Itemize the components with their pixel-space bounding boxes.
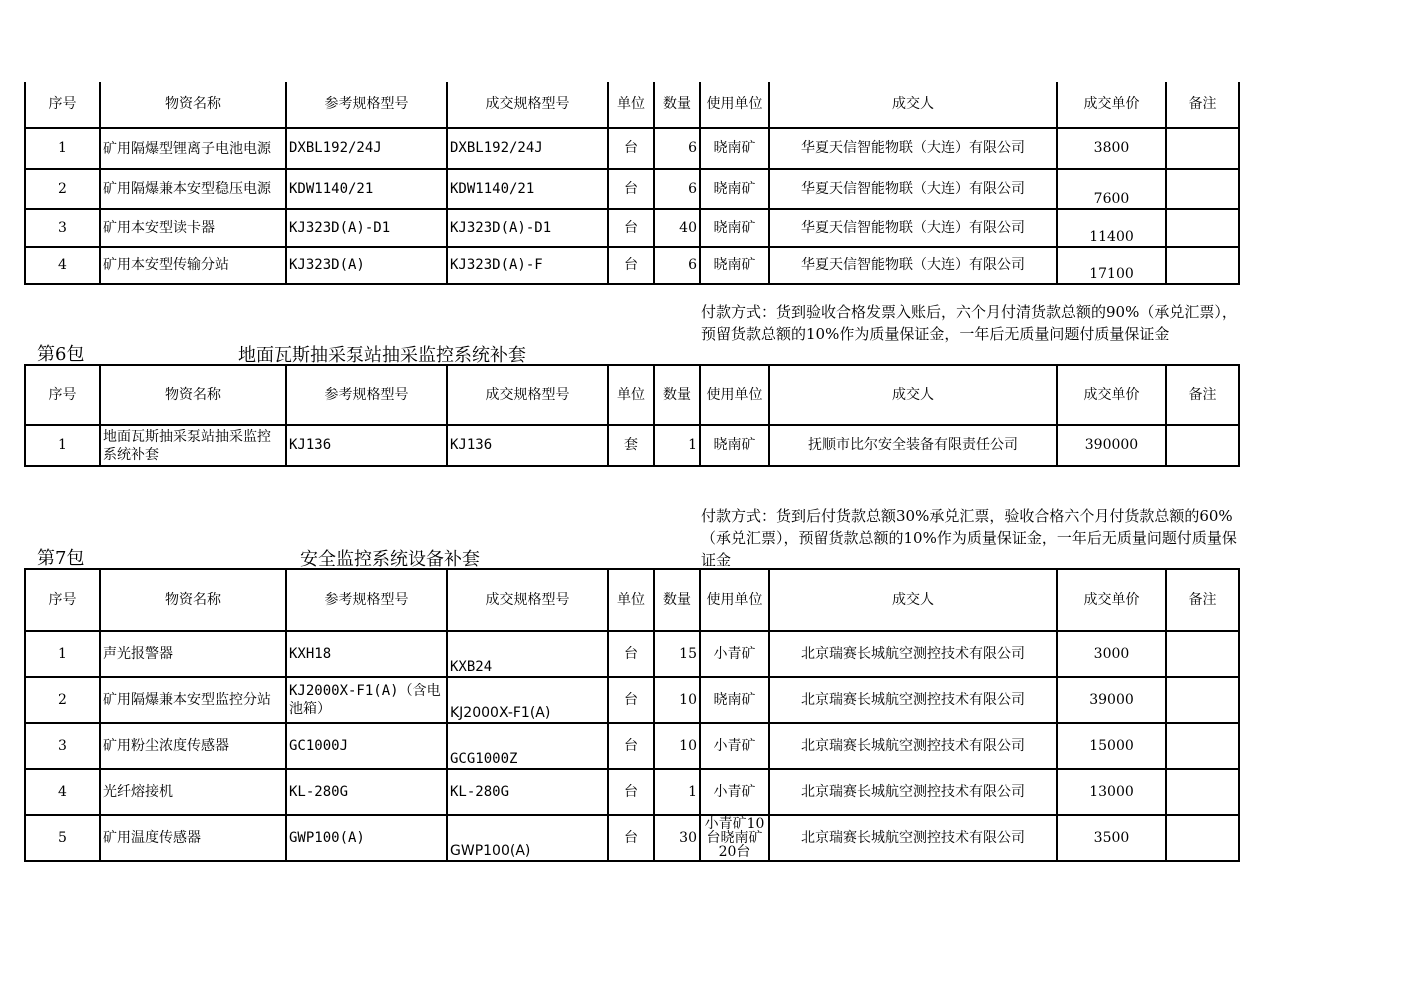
header-unit: 单位 bbox=[608, 365, 654, 425]
row-note bbox=[1166, 631, 1239, 677]
row-ref-spec: GWP100(A) bbox=[286, 815, 447, 861]
package6-table bbox=[24, 364, 1240, 467]
header-no: 序号 bbox=[25, 569, 100, 631]
row-dealer: 北京瑞赛长城航空测控技术有限公司 bbox=[769, 631, 1057, 677]
header-qty: 数量 bbox=[654, 82, 700, 128]
row-note bbox=[1166, 723, 1239, 769]
table-row bbox=[25, 169, 1239, 209]
row-ref-spec: KXH18 bbox=[286, 631, 447, 677]
row-dealer: 北京瑞赛长城航空测控技术有限公司 bbox=[769, 815, 1057, 861]
row-user: 晓南矿 bbox=[700, 128, 769, 169]
row-ref-spec: KJ323D(A)-D1 bbox=[286, 209, 447, 247]
row-note bbox=[1166, 815, 1239, 861]
table-row bbox=[25, 815, 1239, 861]
row-qty: 15 bbox=[654, 631, 700, 677]
row-user: 晓南矿 bbox=[700, 425, 769, 466]
row-deal-spec: GCG1000Z bbox=[447, 723, 608, 769]
row-note bbox=[1166, 769, 1239, 815]
row-price: 7600 bbox=[1057, 169, 1166, 209]
row-price: 3800 bbox=[1057, 128, 1166, 169]
row-price: 13000 bbox=[1057, 769, 1166, 815]
row-user: 晓南矿 bbox=[700, 247, 769, 284]
table-row bbox=[25, 677, 1239, 723]
row-deal-spec: KJ136 bbox=[447, 425, 608, 466]
row-note bbox=[1166, 169, 1239, 209]
header-ref-spec: 参考规格型号 bbox=[286, 365, 447, 425]
header-note: 备注 bbox=[1166, 82, 1239, 128]
row-no: 2 bbox=[25, 677, 100, 723]
row-dealer: 抚顺市比尔安全装备有限责任公司 bbox=[769, 425, 1057, 466]
package5-header-row bbox=[25, 82, 1239, 128]
row-ref-spec: KJ136 bbox=[286, 425, 447, 466]
row-no: 5 bbox=[25, 815, 100, 861]
row-user: 小青矿 bbox=[700, 631, 769, 677]
row-ref-spec: GC1000J bbox=[286, 723, 447, 769]
header-price: 成交单价 bbox=[1057, 365, 1166, 425]
header-name: 物资名称 bbox=[100, 365, 286, 425]
header-dealer: 成交人 bbox=[769, 82, 1057, 128]
row-no: 1 bbox=[25, 128, 100, 169]
row-unit: 台 bbox=[608, 209, 654, 247]
row-unit: 台 bbox=[608, 631, 654, 677]
row-dealer: 华夏天信智能物联（大连）有限公司 bbox=[769, 247, 1057, 284]
header-no: 序号 bbox=[25, 365, 100, 425]
row-name: 矿用本安型读卡器 bbox=[100, 209, 286, 247]
header-dealer: 成交人 bbox=[769, 365, 1057, 425]
row-dealer: 北京瑞赛长城航空测控技术有限公司 bbox=[769, 677, 1057, 723]
header-dealer: 成交人 bbox=[769, 569, 1057, 631]
header-note: 备注 bbox=[1166, 569, 1239, 631]
table-row bbox=[25, 631, 1239, 677]
header-user: 使用单位 bbox=[700, 82, 769, 128]
row-no: 1 bbox=[25, 425, 100, 466]
row-qty: 6 bbox=[654, 169, 700, 209]
header-user: 使用单位 bbox=[700, 569, 769, 631]
table-row bbox=[25, 247, 1239, 284]
header-deal-spec: 成交规格型号 bbox=[447, 82, 608, 128]
row-user: 小青矿 bbox=[700, 769, 769, 815]
row-deal-spec: KJ323D(A)-D1 bbox=[447, 209, 608, 247]
row-deal-spec: KJ2000X-F1(A) bbox=[447, 677, 608, 723]
table-row bbox=[25, 425, 1239, 466]
row-qty: 10 bbox=[654, 723, 700, 769]
row-deal-spec: KXB24 bbox=[447, 631, 608, 677]
header-ref-spec: 参考规格型号 bbox=[286, 569, 447, 631]
package6-payment-terms: 付款方式：货到验收合格发票入账后，六个月付清货款总额的90%（承兑汇票），预留货款总额的10%作为质量保证金，一年后无质量问题付质量保证金 bbox=[701, 303, 1237, 343]
header-name: 物资名称 bbox=[100, 82, 286, 128]
row-unit: 台 bbox=[608, 128, 654, 169]
row-ref-spec: KL-280G bbox=[286, 769, 447, 815]
header-ref-spec: 参考规格型号 bbox=[286, 82, 447, 128]
row-note bbox=[1166, 247, 1239, 284]
row-unit: 台 bbox=[608, 247, 654, 284]
row-user: 晓南矿 bbox=[700, 677, 769, 723]
row-qty: 30 bbox=[654, 815, 700, 861]
row-deal-spec: KDW1140/21 bbox=[447, 169, 608, 209]
row-user: 小青矿10台晓南矿20台 bbox=[700, 815, 769, 861]
row-deal-spec: KL-280G bbox=[447, 769, 608, 815]
row-price: 39000 bbox=[1057, 677, 1166, 723]
row-deal-spec: DXBL192/24J bbox=[447, 128, 608, 169]
row-dealer: 北京瑞赛长城航空测控技术有限公司 bbox=[769, 723, 1057, 769]
row-ref-spec: KJ323D(A) bbox=[286, 247, 447, 284]
row-qty: 1 bbox=[654, 769, 700, 815]
row-name: 声光报警器 bbox=[100, 631, 286, 677]
row-name: 矿用隔爆兼本安型稳压电源 bbox=[100, 169, 286, 209]
row-ref-spec: KDW1140/21 bbox=[286, 169, 447, 209]
row-qty: 40 bbox=[654, 209, 700, 247]
header-unit: 单位 bbox=[608, 569, 654, 631]
row-unit: 台 bbox=[608, 815, 654, 861]
row-no: 4 bbox=[25, 247, 100, 284]
table-row bbox=[25, 769, 1239, 815]
row-name: 地面瓦斯抽采泵站抽采监控系统补套 bbox=[100, 425, 286, 466]
row-unit: 台 bbox=[608, 677, 654, 723]
row-price: 17100 bbox=[1057, 247, 1166, 284]
row-dealer: 华夏天信智能物联（大连）有限公司 bbox=[769, 209, 1057, 247]
package6-title: 地面瓦斯抽采泵站抽采监控系统补套 bbox=[238, 345, 526, 366]
package6-header-row bbox=[25, 365, 1239, 425]
row-user: 晓南矿 bbox=[700, 209, 769, 247]
row-deal-spec: GWP100(A) bbox=[447, 815, 608, 861]
package7-header-row bbox=[25, 569, 1239, 631]
row-unit: 台 bbox=[608, 769, 654, 815]
row-price: 11400 bbox=[1057, 209, 1166, 247]
row-qty: 1 bbox=[654, 425, 700, 466]
row-deal-spec: KJ323D(A)-F bbox=[447, 247, 608, 284]
header-user: 使用单位 bbox=[700, 365, 769, 425]
row-price: 3000 bbox=[1057, 631, 1166, 677]
header-unit: 单位 bbox=[608, 82, 654, 128]
row-name: 矿用粉尘浓度传感器 bbox=[100, 723, 286, 769]
row-no: 3 bbox=[25, 209, 100, 247]
table-row bbox=[25, 209, 1239, 247]
row-no: 3 bbox=[25, 723, 100, 769]
header-no: 序号 bbox=[25, 82, 100, 128]
row-name: 矿用隔爆兼本安型监控分站 bbox=[100, 677, 286, 723]
row-dealer: 华夏天信智能物联（大连）有限公司 bbox=[769, 169, 1057, 209]
row-price: 15000 bbox=[1057, 723, 1166, 769]
row-name: 矿用本安型传输分站 bbox=[100, 247, 286, 284]
header-name: 物资名称 bbox=[100, 569, 286, 631]
row-qty: 6 bbox=[654, 128, 700, 169]
row-price: 390000 bbox=[1057, 425, 1166, 466]
row-note bbox=[1166, 677, 1239, 723]
row-unit: 台 bbox=[608, 723, 654, 769]
row-note bbox=[1166, 425, 1239, 466]
package7-payment-terms: 付款方式：货到后付货款总额30%承兑汇票，验收合格六个月付货款总额的60%（承兑汇票），预留货款总额的10%作为质量保证金，一年后无质量问题付质量保证金 bbox=[701, 507, 1237, 569]
row-unit: 台 bbox=[608, 169, 654, 209]
package7-title: 安全监控系统设备补套 bbox=[300, 549, 480, 570]
row-note bbox=[1166, 128, 1239, 169]
row-note bbox=[1166, 209, 1239, 247]
row-ref-spec: DXBL192/24J bbox=[286, 128, 447, 169]
header-price: 成交单价 bbox=[1057, 569, 1166, 631]
row-dealer: 华夏天信智能物联（大连）有限公司 bbox=[769, 128, 1057, 169]
table-row bbox=[25, 723, 1239, 769]
row-name: 矿用隔爆型锂离子电池电源 bbox=[100, 128, 286, 169]
row-qty: 10 bbox=[654, 677, 700, 723]
package6-label: 第6包 bbox=[37, 344, 85, 365]
row-no: 1 bbox=[25, 631, 100, 677]
row-unit: 套 bbox=[608, 425, 654, 466]
row-no: 4 bbox=[25, 769, 100, 815]
row-no: 2 bbox=[25, 169, 100, 209]
package5-table bbox=[24, 82, 1240, 285]
row-qty: 6 bbox=[654, 247, 700, 284]
row-price: 3500 bbox=[1057, 815, 1166, 861]
header-note: 备注 bbox=[1166, 365, 1239, 425]
row-ref-spec: KJ2000X-F1(A)（含电池箱） bbox=[286, 677, 447, 723]
header-deal-spec: 成交规格型号 bbox=[447, 569, 608, 631]
row-name: 矿用温度传感器 bbox=[100, 815, 286, 861]
header-qty: 数量 bbox=[654, 365, 700, 425]
table-row bbox=[25, 128, 1239, 169]
row-name: 光纤熔接机 bbox=[100, 769, 286, 815]
row-dealer: 北京瑞赛长城航空测控技术有限公司 bbox=[769, 769, 1057, 815]
row-user: 晓南矿 bbox=[700, 169, 769, 209]
header-deal-spec: 成交规格型号 bbox=[447, 365, 608, 425]
header-qty: 数量 bbox=[654, 569, 700, 631]
header-price: 成交单价 bbox=[1057, 82, 1166, 128]
row-user: 小青矿 bbox=[700, 723, 769, 769]
package7-table bbox=[24, 568, 1240, 862]
package7-label: 第7包 bbox=[37, 548, 85, 569]
